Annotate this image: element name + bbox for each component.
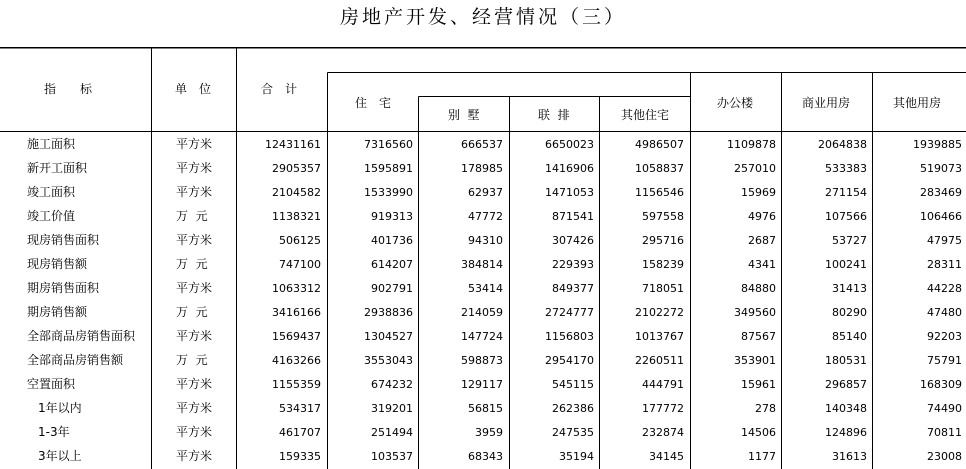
row-label: 全部商品房销售面积: [27, 329, 136, 343]
row-unit: 平方米: [176, 281, 213, 295]
row-label: 现房销售额: [27, 257, 88, 271]
row-unit: 平方米: [176, 449, 213, 463]
table-cell: 85140: [832, 330, 867, 343]
table-cell: 31613: [832, 450, 867, 463]
page-title: 房地产开发、经营情况（三）: [339, 6, 626, 28]
table-cell: 34145: [649, 450, 684, 463]
header-other-residential: 其他住宅: [621, 108, 670, 122]
row-label: 全部商品房销售额: [27, 353, 124, 367]
table-cell: 1013767: [635, 330, 684, 343]
table-cell: 158239: [642, 258, 684, 271]
table-cell: 106466: [920, 210, 962, 223]
row-unit: 平方米: [176, 137, 213, 151]
table-cell: 4341: [748, 258, 776, 271]
table-cell: 103537: [371, 450, 413, 463]
table-cell: 674232: [371, 378, 413, 391]
row-unit: 平方米: [176, 401, 213, 415]
header-residential: 住 宅: [355, 96, 392, 110]
row-label: 期房销售额: [27, 305, 88, 319]
table-cell: 28311: [927, 258, 962, 271]
table-cell: 2724777: [545, 306, 594, 319]
table-cell: 278: [755, 402, 776, 415]
table-cell: 129117: [461, 378, 503, 391]
table-cell: 62937: [468, 186, 503, 199]
table-cell: 519073: [920, 162, 962, 175]
table-cell: 1595891: [364, 162, 413, 175]
row-unit: 万 元: [176, 209, 208, 223]
table-cell: 3416166: [272, 306, 321, 319]
table-cell: 100241: [825, 258, 867, 271]
table-cell: 47975: [927, 234, 962, 247]
header-commercial: 商业用房: [802, 96, 851, 110]
row-unit: 万 元: [176, 257, 208, 271]
table-cell: 257010: [734, 162, 776, 175]
table-cell: 1939885: [913, 138, 962, 151]
header-office: 办公楼: [717, 96, 754, 110]
table-cell: 1138321: [272, 210, 321, 223]
table-cell: 168309: [920, 378, 962, 391]
table-cell: 6650023: [545, 138, 594, 151]
table-cell: 1177: [748, 450, 776, 463]
table-cell: 1058837: [635, 162, 684, 175]
table-cell: 296857: [825, 378, 867, 391]
table-cell: 2954170: [545, 354, 594, 367]
table-cell: 4986507: [635, 138, 684, 151]
row-unit: 万 元: [176, 305, 208, 319]
table-cell: 349560: [734, 306, 776, 319]
table-cell: 295716: [642, 234, 684, 247]
table-cell: 3959: [475, 426, 503, 439]
table-cell: 1063312: [272, 282, 321, 295]
row-unit: 平方米: [176, 425, 213, 439]
table-cell: 87567: [741, 330, 776, 343]
row-label: 1-3年: [38, 425, 70, 439]
table-cell: 1304527: [364, 330, 413, 343]
table-cell: 94310: [468, 234, 503, 247]
table-cell: 2687: [748, 234, 776, 247]
table-cell: 15969: [741, 186, 776, 199]
row-unit: 平方米: [176, 161, 213, 175]
table-cell: 718051: [642, 282, 684, 295]
table-cell: 1156803: [545, 330, 594, 343]
table-cell: 849377: [552, 282, 594, 295]
table-cell: 4163266: [272, 354, 321, 367]
table-cell: 75791: [927, 354, 962, 367]
table-cell: 124896: [825, 426, 867, 439]
table-cell: 68343: [468, 450, 503, 463]
table-cell: 666537: [461, 138, 503, 151]
row-label: 竣工价值: [27, 209, 76, 223]
header-total: 合 计: [261, 82, 298, 96]
table-cell: 3553043: [364, 354, 413, 367]
row-label: 1年以内: [38, 401, 82, 415]
table-cell: 506125: [279, 234, 321, 247]
table-cell: 533383: [825, 162, 867, 175]
row-label: 期房销售面积: [27, 281, 100, 295]
table-cell: 2938836: [364, 306, 413, 319]
table-cell: 140348: [825, 402, 867, 415]
table-cell: 871541: [552, 210, 594, 223]
table-cell: 147724: [461, 330, 503, 343]
table-cell: 44228: [927, 282, 962, 295]
table-cell: 2260511: [635, 354, 684, 367]
row-label: 3年以上: [38, 449, 82, 463]
table-cell: 1533990: [364, 186, 413, 199]
table-cell: 23008: [927, 450, 962, 463]
table-cell: 614207: [371, 258, 413, 271]
table-cell: 15961: [741, 378, 776, 391]
table-cell: 1109878: [727, 138, 776, 151]
header-indicator: 指 标: [44, 82, 93, 96]
table-cell: 2104582: [272, 186, 321, 199]
table-cell: 92203: [927, 330, 962, 343]
row-label: 新开工面积: [27, 161, 88, 175]
table-cell: 919313: [371, 210, 413, 223]
table-cell: 247535: [552, 426, 594, 439]
table-cell: 1471053: [545, 186, 594, 199]
table-cell: 597558: [642, 210, 684, 223]
table-cell: 1416906: [545, 162, 594, 175]
table-cell: 307426: [552, 234, 594, 247]
row-unit: 平方米: [176, 329, 213, 343]
row-unit: 平方米: [176, 185, 213, 199]
table-cell: 70811: [927, 426, 962, 439]
table-cell: 53414: [468, 282, 503, 295]
table-cell: 401736: [371, 234, 413, 247]
table-cell: 159335: [279, 450, 321, 463]
table-cell: 214059: [461, 306, 503, 319]
table-cell: 56815: [468, 402, 503, 415]
table-cell: 747100: [279, 258, 321, 271]
table-cell: 14506: [741, 426, 776, 439]
table-cell: 12431161: [265, 138, 321, 151]
header-townhouse: 联 排: [538, 108, 570, 122]
table-cell: 461707: [279, 426, 321, 439]
row-label: 空置面积: [27, 377, 76, 391]
row-unit: 万 元: [176, 353, 208, 367]
table-cell: 232874: [642, 426, 684, 439]
table-cell: 74490: [927, 402, 962, 415]
table-cell: 1156546: [635, 186, 684, 199]
table-cell: 31413: [832, 282, 867, 295]
table-cell: 7316560: [364, 138, 413, 151]
row-label: 竣工面积: [27, 185, 76, 199]
header-villa: 别 墅: [448, 108, 480, 122]
table-cell: 545115: [552, 378, 594, 391]
row-unit: 平方米: [176, 377, 213, 391]
table-cell: 229393: [552, 258, 594, 271]
row-label: 施工面积: [27, 137, 76, 151]
table-cell: 107566: [825, 210, 867, 223]
table-cell: 598873: [461, 354, 503, 367]
table-cell: 1569437: [272, 330, 321, 343]
table-cell: 80290: [832, 306, 867, 319]
table-cell: 84880: [741, 282, 776, 295]
table-cell: 271154: [825, 186, 867, 199]
table-cell: 319201: [371, 402, 413, 415]
table-cell: 47772: [468, 210, 503, 223]
table-cell: 444791: [642, 378, 684, 391]
table-cell: 2102272: [635, 306, 684, 319]
header-unit: 单 位: [175, 82, 212, 96]
table-cell: 2064838: [818, 138, 867, 151]
table-cell: 53727: [832, 234, 867, 247]
table-cell: 177772: [642, 402, 684, 415]
table-cell: 2905357: [272, 162, 321, 175]
table-cell: 251494: [371, 426, 413, 439]
table-cell: 534317: [279, 402, 321, 415]
table-cell: 4976: [748, 210, 776, 223]
row-label: 现房销售面积: [27, 233, 100, 247]
table-cell: 47480: [927, 306, 962, 319]
table-cell: 283469: [920, 186, 962, 199]
table-cell: 180531: [825, 354, 867, 367]
table-cell: 178985: [461, 162, 503, 175]
table-cell: 384814: [461, 258, 503, 271]
table-cell: 902791: [371, 282, 413, 295]
table-cell: 35194: [559, 450, 594, 463]
table-cell: 262386: [552, 402, 594, 415]
table-cell: 353901: [734, 354, 776, 367]
header-other-use: 其他用房: [893, 96, 942, 110]
table-cell: 1155359: [272, 378, 321, 391]
row-unit: 平方米: [176, 233, 213, 247]
